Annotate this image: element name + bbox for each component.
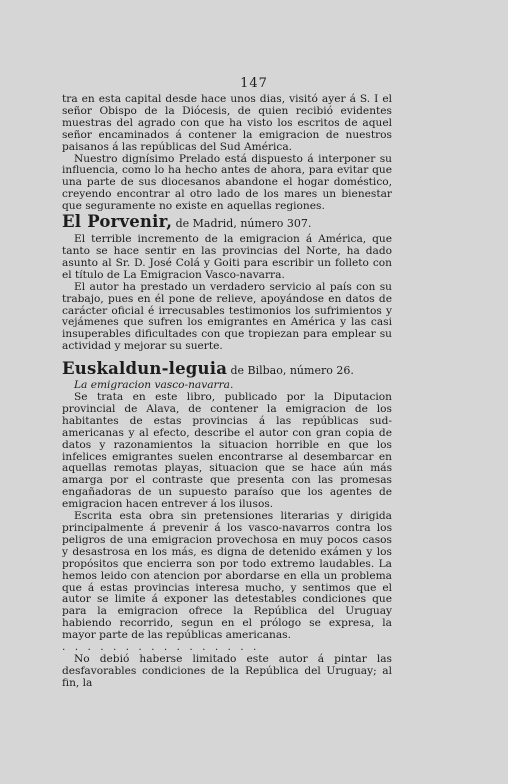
periodical-heading-el-porvenir bbox=[62, 214, 392, 232]
page-text bbox=[62, 94, 392, 690]
article-subtitle: La emigracion vasco-navarra. bbox=[74, 379, 234, 392]
periodical-issue: de Madrid, número 307. bbox=[175, 217, 312, 231]
periodical-name: El Porvenir, bbox=[62, 212, 173, 232]
paragraph: Nuestro dignísimo Prelado está dispuesto á interponer su influencia, como lo ha hecho antes de ahora, para evitar que una parte de sus diocesanos abandone el hogar doméstico, creyendo encontrar al otro lado de los mares un bienestar que seguramente no existe en aquellas regiones. bbox=[62, 152, 392, 213]
periodical-name: Euskaldun-leguia bbox=[62, 359, 228, 379]
paragraph: Escrita esta obra sin pretensiones literarias y dirigida principalmente á prevenir á los vasco-navarros contra los peligros de una emigracion provechosa en muy pocos casos y desastrosa en los más, es digna de detenido exámen y los propósitos que encierra son por todo extremo laudables. La hemos leido con atencion por abordarse en ella un problema que á estas provincias interesa mucho, y sentimos que el autor se limite á exponer las detestables condiciones que para la emigracion ofrece la República del Uruguay habiendo recorrido, segun en el prólogo se expresa, la mayor parte de las repúblicas americanas. bbox=[62, 510, 392, 642]
paragraph: Se trata en este libro, publicado por la Diputacion provincial de Alava, de contener la emigracion de los habitantes de estas provincias á las repúblicas sud-americanas y al efecto, describe el autor con gran copia de datos y razonamientos la situacion horrible en que los infelices emigrantes suelen encontrarse al desembarcar en aquellas remotas playas, situacion que se hace aún más amarga por el contraste que presenta con las promesas engañadoras de un supuesto paraíso que los agentes de emigracion hacen entrever á los ilusos. bbox=[62, 391, 392, 511]
periodical-issue: de Bilbao, número 26. bbox=[230, 364, 354, 378]
paragraph: tra en esta capital desde hace unos dias, visitó ayer á S. I el señor Obispo de la Diócesis, de quien recibió evidentes muestras del agrado con que ha visto los escritos de aquel señor encaminados á contener la emigracion de nuestros paisanos á las repúblicas del Sud América. bbox=[62, 93, 392, 153]
paragraph: El autor ha prestado un verdadero servicio al país con su trabajo, pues en él pone de relieve, apoyándose en datos de carácter oficial é irrecusables testimonios los sufrimientos y vejámenes que sufren los emigrantes en América y las casi insuperables dificultades con que tropiezan para emplear su actividad y mejorar su suerte. bbox=[62, 280, 392, 353]
paragraph: No debió haberse limitado este autor á pintar las desfavorables condiciones de la República del Uruguay; al fin, la bbox=[62, 652, 392, 689]
periodical-heading-euskaldun-leguia bbox=[62, 361, 392, 379]
paragraph: El terrible incremento de la emigracion á América, que tanto se hace sentir en las provincias del Norte, ha dado asunto al Sr. D. José Colá y Goiti para escribir un folleto con el título de La Emigracion Vasco-navarra. bbox=[62, 233, 392, 281]
ellipsis-line: . . . . . . . . . . . . . . . . bbox=[62, 641, 260, 654]
page-number: 147 bbox=[240, 76, 268, 91]
